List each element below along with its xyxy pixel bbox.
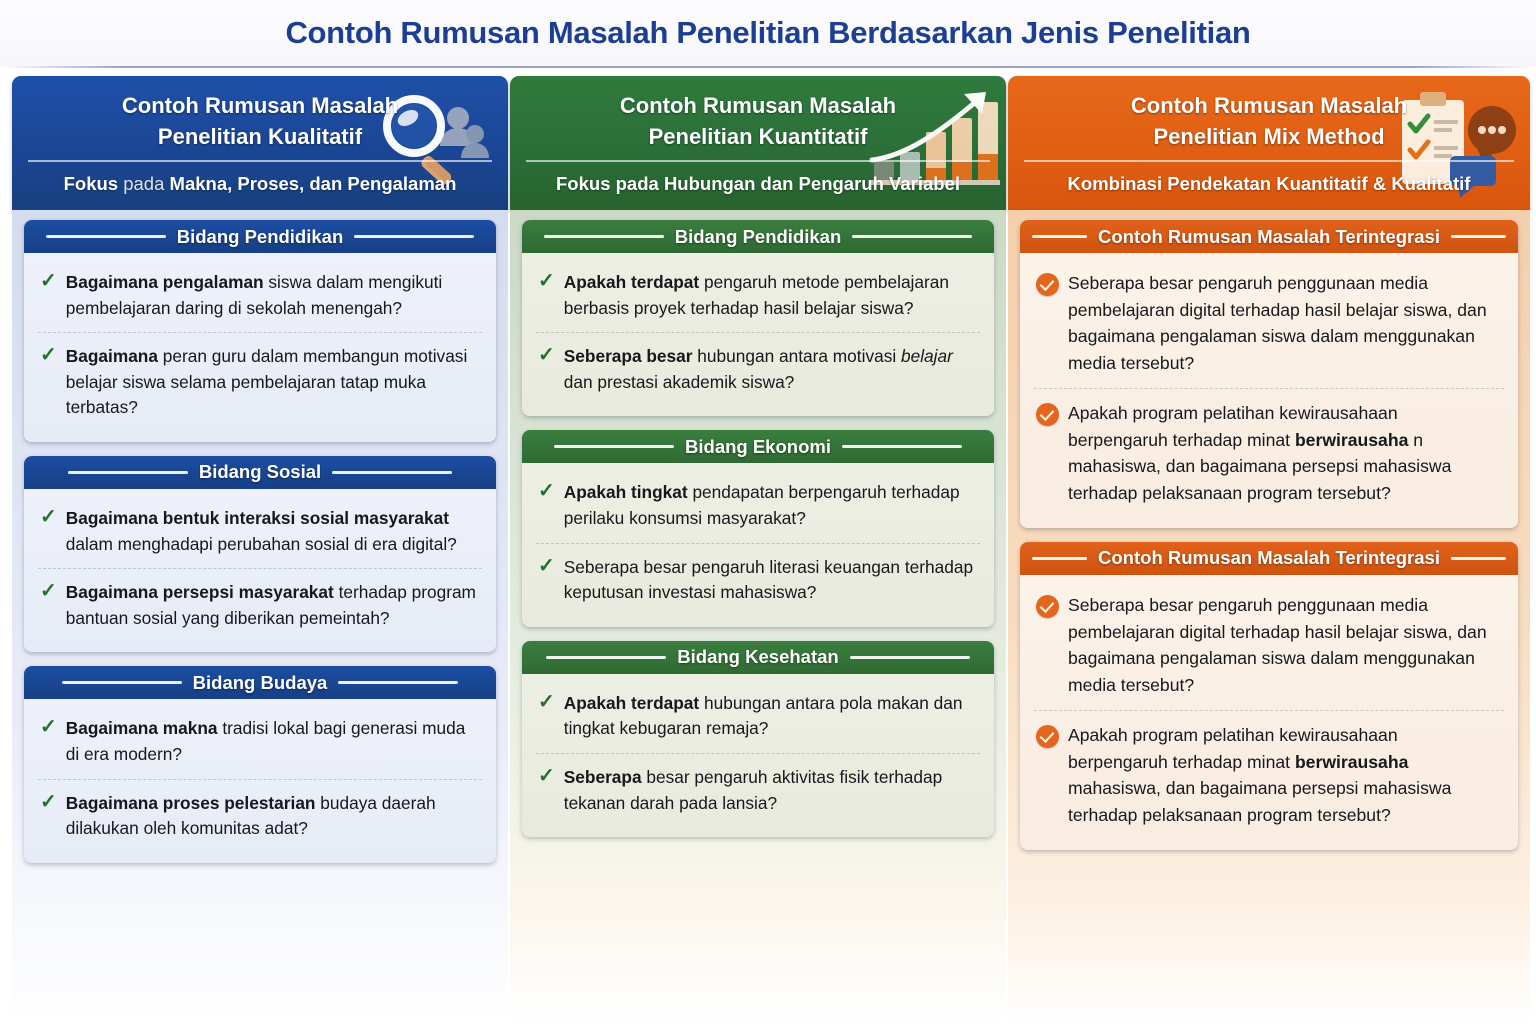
text-rest2: mahasiswa, dan bagaimana persepsi mahasiswa terhadap pelaksanaan program tersebut? [1068,778,1452,826]
list-item [38,779,482,853]
text-bold: Bagaimana bentuk interaksi sosial masyarakat [65,507,450,528]
column-header-title-line2: Penelitian Kualitatif [157,124,363,150]
text-bold: Seberapa besar [563,346,693,367]
card-heading [1020,220,1518,253]
heading-rule-right [354,235,474,238]
list-item-text [66,580,480,631]
text-rest: Apakah program pelatihan kewirausahaan berpengaruh terhadap minat [1068,724,1398,772]
text-rest: pengaruh metode pembelajaran berbasis proyek terhadap hasil belajar siswa? [563,272,949,318]
heading-rule-left [1032,235,1087,238]
check-circle-icon [1036,725,1059,748]
card-heading [522,430,994,463]
list-item [38,495,482,568]
text-bold: Apakah terdapat [563,272,700,292]
column-header-divider [1024,160,1514,162]
text-bold: Bagaimana persepsi masyarakat [65,582,334,603]
list-item-text [66,791,480,842]
card-heading [24,666,496,699]
column-header-kualitatif [12,76,508,210]
card-bidang-budaya [24,666,496,862]
heading-rule-left [62,681,182,684]
column-header-title-line1: Contoh Rumusan Masalah [1130,93,1408,118]
card-bidang-ekonomi [522,430,994,626]
list-item [536,543,980,617]
subtitle-lead: Fokus pada Hubungan dan Pengaruh Variabel [556,173,960,195]
column-header-title-line2: Penelitian Mix Method [1153,124,1385,150]
check-icon: ✓ [40,505,57,528]
heading-rule-right [842,445,962,448]
text-rest: hubungan antara pola makan dan tingkat kebugaran remaja? [563,692,963,739]
column-header-title [1008,90,1530,152]
card-body [24,489,496,652]
column-header-divider [526,160,990,162]
card-heading-label: Bidang Sosial [198,461,322,483]
card-body [24,699,496,862]
page-title: Contoh Rumusan Masalah Penelitian Berdasarkan Jenis Penelitian [285,15,1251,50]
heading-rule-right [1451,557,1506,560]
text-rest: terhadap program bantuan sosial yang diberikan pemeintah? [65,582,476,628]
text-bold: Seberapa [563,766,642,787]
subtitle-mid: pada [118,173,170,195]
column-header-subtitle [510,173,1006,195]
list-item [38,259,482,332]
text-rest: peran guru dalam membangun motivasi belajar siswa selama pembelajaran tatap muka terbatas? [65,346,468,418]
list-item-text [66,344,480,421]
card-bidang-pendidikan-kuantitatif [522,220,994,416]
column-mix-method [1008,76,1530,1024]
text-rest: Seberapa besar pengaruh penggunaan media pembelajaran digital terhadap hasil belajar siswa, dan bagaimana pengalaman siswa dalam menggunakan media tersebut? [1068,594,1487,696]
heading-rule-left [1032,557,1087,560]
text-rest: pendapatan berpengaruh terhadap perilaku konsumsi masyarakat? [563,482,960,528]
card-body [1020,575,1518,850]
card-heading-label: Bidang Pendidikan [674,225,842,247]
text-rest: budaya daerah dilakukan oleh komunitas adat? [65,792,436,839]
heading-rule-right [852,235,972,238]
column-header-divider [28,160,492,162]
heading-rule-left [546,656,666,659]
check-icon: ✓ [40,344,57,367]
check-circle-icon [1036,273,1059,296]
subtitle-lead: Kombinasi Pendekatan Kuantitatif & Kualitatif [1067,173,1471,195]
list-item-text [66,506,480,557]
list-item-text [66,270,480,321]
subtitle-tail: Makna, Proses, dan Pengalaman [169,173,457,195]
check-icon: ✓ [538,270,555,292]
column-kualitatif [12,76,508,1024]
card-rumusan-terintegrasi-2 [1020,542,1518,850]
heading-rule-right [850,656,970,659]
list-item [536,259,980,332]
check-icon: ✓ [538,344,555,367]
column-header-subtitle [12,173,508,195]
heading-rule-right [1451,235,1506,238]
list-item [536,332,980,406]
check-icon: ✓ [538,554,555,577]
card-heading-label: Bidang Pendidikan [176,225,344,247]
check-circle-icon [1036,595,1059,618]
list-item-text [1068,400,1502,507]
card-body [522,463,994,626]
list-item-text [564,765,978,816]
heading-rule-left [554,445,674,448]
list-item-text [564,344,978,395]
list-item [38,705,482,778]
check-icon: ✓ [40,716,57,739]
card-heading-label: Contoh Rumusan Masalah Terintegrasi [1098,547,1440,569]
card-bidang-pendidikan-kualitatif [24,220,496,442]
column-header-title-line2: Penelitian Kuantitatif [648,124,868,150]
check-icon: ✓ [538,480,555,503]
list-item-text [66,716,480,767]
subtitle-lead: Fokus [63,173,119,195]
text-rest: dalam menghadapi perubahan sosial di era digital? [65,533,457,554]
text-bold: berwirausaha [1294,429,1409,450]
card-body [24,253,496,442]
list-item-text [564,555,978,606]
card-bidang-kesehatan [522,641,994,837]
card-heading [24,220,496,253]
list-item [1034,259,1504,388]
card-heading-label: Contoh Rumusan Masalah Terintegrasi [1098,225,1440,247]
text-rest2: n mahasiswa, dan bagaimana persepsi mahasiswa terhadap pelaksanaan program tersebut? [1068,429,1452,504]
list-item [536,753,980,827]
check-icon: ✓ [40,790,57,813]
text-bold: Apakah tingkat [563,482,688,503]
text-bold: Bagaimana proses pelestarian [65,792,316,813]
card-body [1020,253,1518,528]
card-body [522,674,994,837]
column-header-title-line1: Contoh Rumusan Masalah [121,93,399,118]
card-heading [522,641,994,674]
card-heading-label: Bidang Ekonomi [685,435,831,457]
card-heading-label: Bidang Kesehatan [677,646,839,668]
columns-board [0,76,1536,1024]
column-body-kuantitatif [510,210,1006,1024]
card-heading [24,456,496,489]
text-rest: hubungan antara motivasi [692,346,901,367]
column-kuantitatif [510,76,1006,1024]
card-body [522,253,994,416]
card-bidang-sosial [24,456,496,652]
card-heading-label: Bidang Budaya [192,671,328,693]
list-item [536,680,980,753]
list-item [536,469,980,542]
text-rest: Seberapa besar pengaruh literasi keuangan terhadap keputusan investasi mahasiswa? [563,556,974,603]
card-heading [1020,542,1518,575]
page-title-bar [0,0,1536,66]
text-rest: tradisi lokal bagi generasi muda di era modern? [65,718,466,764]
column-header-title [510,90,1006,152]
list-item-text [1068,592,1502,699]
column-body-kualitatif [12,210,508,1024]
text-bold: Bagaimana pengalaman [65,272,264,292]
heading-rule-right [332,471,452,474]
check-circle-icon [1036,403,1059,426]
text-rest: Seberapa besar pengaruh penggunaan media pembelajaran digital terhadap hasil belajar siswa, dan bagaimana pengalaman siswa dalam menggunakan media tersebut? [1068,273,1487,374]
check-icon: ✓ [538,690,555,713]
column-header-kuantitatif [510,76,1006,210]
column-header-title-line1: Contoh Rumusan Masalah [619,93,897,118]
text-bold: Apakah terdapat [563,692,700,713]
text-rest: siswa dalam mengikuti pembelajaran daring di sekolah menengah? [65,272,443,318]
list-item-text [564,480,978,531]
list-item [38,568,482,642]
text-bold: berwirausaha [1294,751,1409,772]
list-item [38,332,482,432]
list-item-text [564,691,978,742]
list-item-text [564,270,978,321]
list-item [1034,581,1504,710]
column-header-title [12,90,508,152]
card-heading [522,220,994,253]
card-rumusan-terintegrasi-1 [1020,220,1518,528]
text-rest: besar pengaruh aktivitas fisik terhadap tekanan darah pada lansia? [563,766,943,813]
heading-rule-left [68,471,188,474]
text-bold: Bagaimana makna [65,718,218,739]
list-item-text [1068,722,1502,829]
check-icon: ✓ [538,764,555,787]
check-icon: ✓ [40,580,57,603]
column-header-subtitle [1008,173,1530,195]
text-rest2: dan prestasi akademik siswa? [563,371,795,392]
list-item [1034,710,1504,840]
heading-rule-left [46,235,166,238]
check-icon: ✓ [40,270,57,292]
text-italic: belajar [900,346,953,367]
list-item [1034,388,1504,518]
column-body-mix-method [1008,210,1530,1024]
heading-rule-left [544,235,664,238]
column-header-mix-method [1008,76,1530,210]
title-divider [0,66,1536,68]
text-rest: Apakah program pelatihan kewirausahaan berpengaruh terhadap minat [1068,402,1398,450]
list-item-text [1068,270,1502,377]
heading-rule-right [338,681,458,684]
text-bold: Bagaimana [65,346,158,367]
